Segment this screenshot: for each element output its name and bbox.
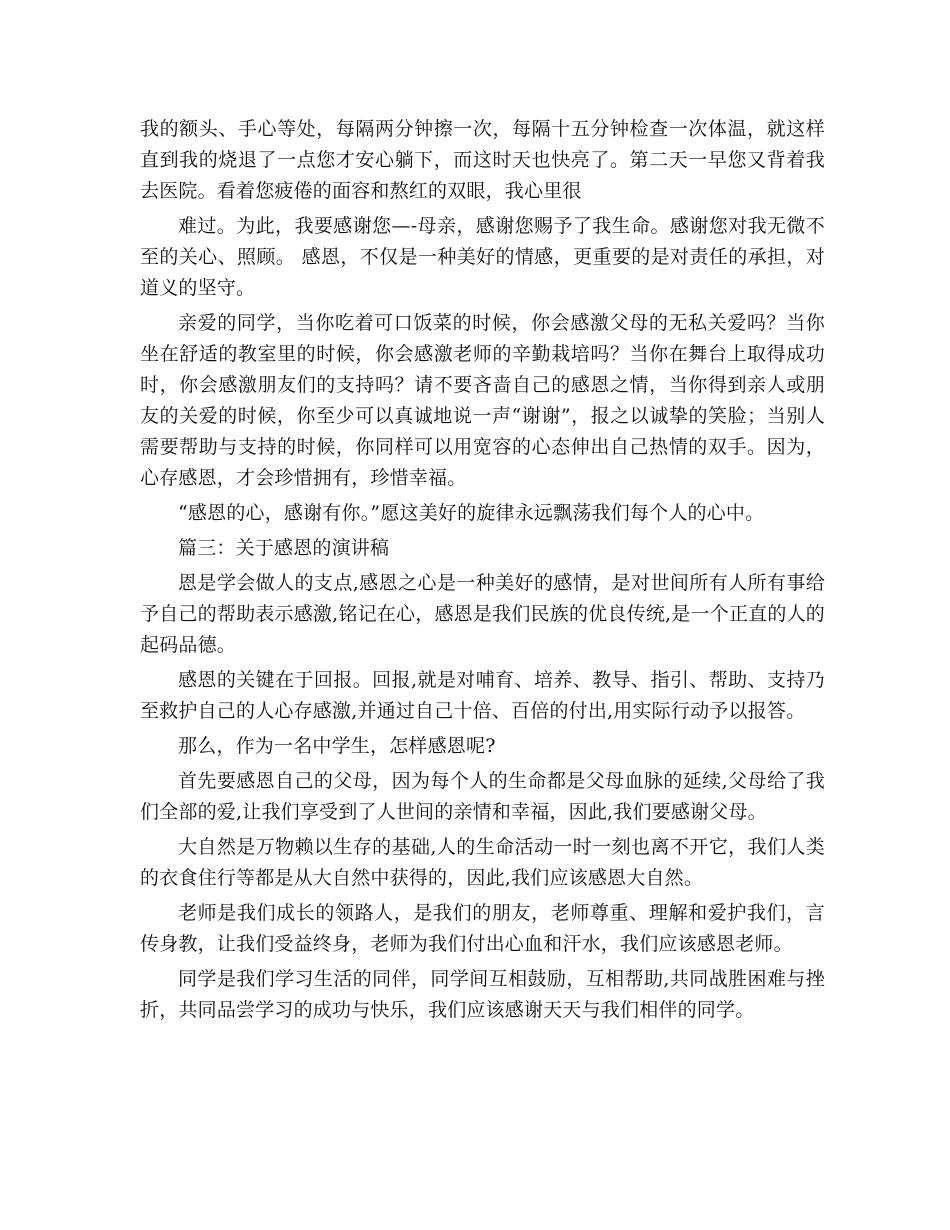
paragraph: 恩是学会做人的支点,感恩之心是一种美好的感情，是对世间所有人所有事给予自己的帮助表示感激,铭记在心，感恩是我们民族的优良传统,是一个正直的人的起码品德。 [140, 572, 825, 656]
document-body [140, 114, 825, 1030]
paragraph: 那么，作为一名中学生，怎样感恩呢? [178, 735, 496, 757]
paragraph: 我的额头、手心等处，每隔两分钟擦一次，每隔十五分钟检查一次体温，就这样直到我的烧退了一点您才安心躺下，而这时天也快亮了。第二天一早您又背着我去医院。看着您疲倦的面容和熬红的双眼，我心里很 [140, 118, 825, 202]
paragraph: 首先要感恩自己的父母，因为每个人的生命都是父母血脉的延续,父母给了我们全部的爱,让我们享受到了人世间的亲情和幸福，因此,我们要感谢父母。 [140, 770, 825, 823]
paragraph: “感恩的心，感谢有你。”愿这美好的旋律永远飘荡我们每个人的心中。 [178, 502, 765, 524]
section-heading: 篇三：关于感恩的演讲稿 [178, 537, 390, 559]
paragraph: 大自然是万物赖以生存的基础,人的生命活动一时一刻也离不开它，我们人类的衣食住行等都是从大自然中获得的，因此,我们应该感恩大自然。 [140, 836, 825, 889]
paragraph: 同学是我们学习生活的同伴，同学间互相鼓励，互相帮助,共同战胜困难与挫折，共同品尝学习的成功与快乐，我们应该感谢天天与我们相伴的同学。 [140, 968, 825, 1021]
paragraph: 老师是我们成长的领路人，是我们的朋友，老师尊重、理解和爱护我们，言传身教，让我们受益终身，老师为我们付出心血和汗水，我们应该感恩老师。 [140, 902, 825, 955]
paragraph: 亲爱的同学，当你吃着可口饭菜的时候，你会感激父母的无私关爱吗？当你坐在舒适的教室里的时候，你会感激老师的辛勤栽培吗？当你在舞台上取得成功时，你会感激朋友们的支持吗？请不要吝啬自己的感恩之情，当你得到亲人或朋友的关爱的时候，你至少可以真诚地说一声“谢谢”，报之以诚挚的笑脸；当别人需要帮助与支持的时候，你同样可以用宽容的心态伸出自己热情的双手。因为，心存感恩，才会珍惜拥有，珍惜幸福。 [140, 312, 825, 489]
paragraph: 难过。为此，我要感谢您—-母亲，感谢您赐予了我生命。感谢您对我无微不至的关心、照顾。 感恩，不仅是一种美好的情感，更重要的是对责任的承担，对道义的坚守。 [140, 215, 825, 299]
paragraph: 感恩的关键在于回报。回报,就是对哺育、培养、教导、指引、帮助、支持乃至救护自己的人心存感激,并通过自己十倍、百倍的付出,用实际行动予以报答。 [140, 669, 825, 722]
